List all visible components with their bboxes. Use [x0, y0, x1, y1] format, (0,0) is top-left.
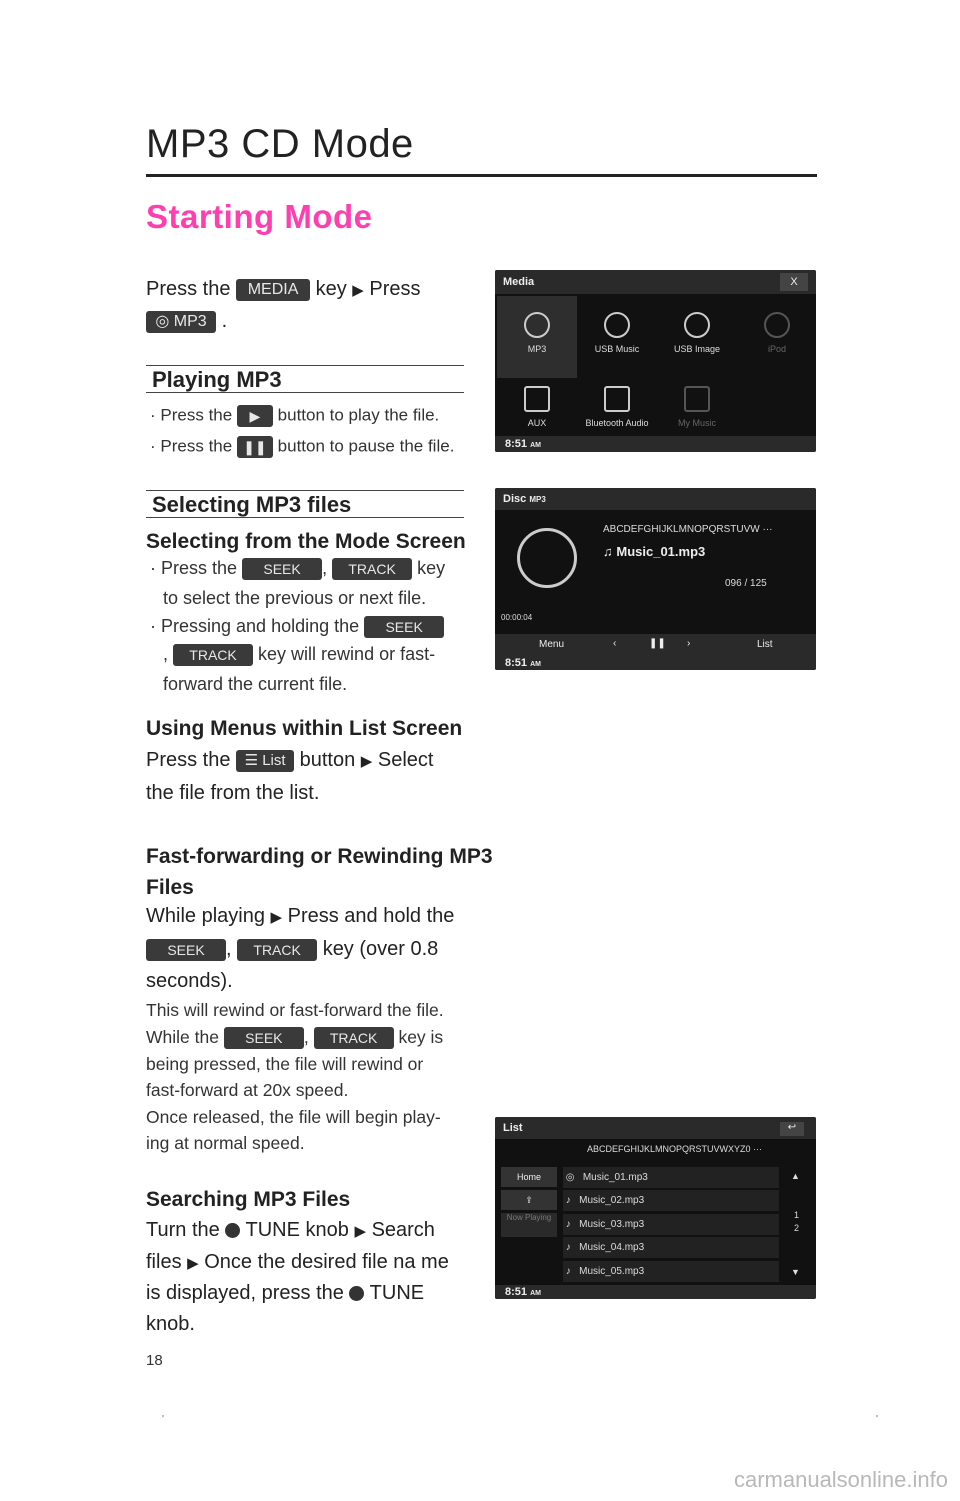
searching-heading: Searching MP3 Files: [146, 1188, 351, 1211]
fastfwd-heading-2: Files: [146, 876, 194, 899]
searching-line-1: Turn the TUNE knob ▶ Search: [146, 1219, 435, 1241]
disc-folder: ABCDEFGHIJKLMNOPQRSTUVW ···: [603, 524, 773, 535]
disc-list-button: List: [757, 639, 773, 650]
media-tile-usb-music: USB Music: [577, 296, 657, 378]
pause-icon: ❚❚: [649, 638, 666, 649]
crop-mark: ': [876, 1414, 878, 1425]
fastfwd-line-1: While playing ▶ Press and hold the: [146, 905, 455, 927]
folder-up-icon: ⇪: [501, 1190, 557, 1210]
pause-icon: ❚❚: [237, 436, 273, 458]
list-item: ♪ Music_03.mp3: [563, 1214, 779, 1235]
searching-line-3: is displayed, press the TUNE: [146, 1282, 425, 1304]
list-key: ☰ List: [236, 750, 294, 772]
arrow-right-icon: ▶: [187, 1255, 199, 1272]
media-title: Media: [495, 270, 816, 294]
media-screenshot: [495, 270, 816, 452]
tune-knob-icon: [225, 1223, 240, 1238]
fastfwd-heading: Fast-forwarding or Rewinding MP3: [146, 845, 493, 868]
playing-bullet-2: · Press the ❚❚ button to pause the file.: [150, 436, 454, 458]
track-key: TRACK: [173, 644, 253, 666]
page-number: 18: [146, 1352, 163, 1369]
arrow-right-icon: ▶: [354, 1223, 366, 1240]
list-item: ♪ Music_02.mp3: [563, 1190, 779, 1211]
fastfwd-line-6: being pressed, the file will rewind or: [146, 1054, 424, 1074]
fastfwd-line-3: seconds).: [146, 970, 233, 992]
watermark: carmanualsonline.info: [733, 1467, 948, 1492]
back-icon: ↩: [780, 1122, 804, 1136]
selecting-bullet-2: · Pressing and holding the SEEK: [150, 616, 444, 638]
seek-key: SEEK: [242, 558, 322, 580]
page-indicator-a: 1: [794, 1210, 800, 1220]
media-clock: 8:51 AM: [495, 436, 816, 452]
track-key: TRACK: [332, 558, 412, 580]
tune-knob-icon: [349, 1286, 364, 1301]
selecting-bullet-2-cont: , TRACK key will rewind or fast-: [163, 644, 435, 666]
menus-line-1: Press the ☰ List button ▶ Select: [146, 749, 434, 771]
disc-icon: [517, 528, 577, 588]
list-clock: 8:51 AM: [495, 1285, 816, 1299]
list-item: ♪ Music_05.mp3: [563, 1261, 779, 1282]
media-tile-usb-image: USB Image: [657, 296, 737, 378]
intro-line-1: Press the MEDIA key ▶ Press: [146, 278, 421, 300]
media-tile-my-music: My Music: [657, 370, 737, 452]
media-key: MEDIA: [236, 279, 310, 301]
fastfwd-line-9: ing at normal speed.: [146, 1133, 305, 1153]
searching-line-4: knob.: [146, 1313, 195, 1335]
list-item: ♪ Music_04.mp3: [563, 1237, 779, 1258]
close-icon: X: [780, 273, 808, 291]
media-tile-mp3: MP3: [497, 296, 577, 378]
arrow-right-icon: ▶: [352, 282, 364, 299]
playing-bullet-1: · Press the ▶ button to play the file.: [150, 405, 439, 427]
disc-clock: 8:51 AM: [495, 656, 816, 670]
playing-heading: Playing MP3: [146, 365, 464, 393]
list-screenshot: [495, 1117, 816, 1299]
list-title: List: [495, 1117, 816, 1139]
title-divider: [146, 174, 817, 177]
fastfwd-line-4: This will rewind or fast-forward the file.: [146, 1000, 444, 1020]
disc-menu-button: Menu: [539, 639, 565, 650]
crop-mark: ': [162, 1414, 164, 1425]
fastfwd-line-8: Once released, the file will begin play-: [146, 1107, 441, 1127]
media-tile-ipod: iPod: [737, 296, 816, 378]
track-key: TRACK: [237, 939, 317, 961]
list-item: ◎ Music_01.mp3: [563, 1167, 779, 1188]
section-title: Starting Mode: [146, 198, 373, 235]
disc-screenshot: [495, 488, 816, 670]
arrow-right-icon: ▶: [360, 753, 373, 770]
disc-controls: [495, 634, 816, 656]
fastfwd-line-5: While the SEEK , TRACK key is: [146, 1027, 443, 1049]
scroll-down-icon: ▼: [791, 1267, 800, 1277]
searching-line-2: files ▶ Once the desired file na me: [146, 1251, 449, 1273]
mp3-key: ◎ MP3: [146, 311, 216, 333]
seek-key: SEEK: [146, 939, 226, 961]
home-button: Home: [501, 1167, 557, 1187]
selecting-heading: Selecting MP3 files: [146, 490, 464, 518]
arrow-right-icon: ▶: [270, 909, 283, 926]
media-tile-bluetooth: Bluetooth Audio: [577, 370, 657, 452]
fastfwd-line-2: SEEK , TRACK key (over 0.8: [146, 938, 438, 961]
now-playing-button: Now Playing: [501, 1213, 557, 1237]
scroll-up-icon: ▲: [791, 1171, 800, 1181]
selecting-subheading: Selecting from the Mode Screen: [146, 530, 466, 553]
page-indicator-b: 2: [794, 1223, 800, 1233]
disc-file: ♫ Music_01.mp3: [603, 544, 706, 559]
selecting-bullet-1: · Press the SEEK , TRACK key: [150, 558, 445, 580]
next-icon: ›: [687, 638, 691, 649]
intro-line-2: ◎ MP3 .: [146, 310, 227, 333]
disc-track: 096 / 125: [725, 578, 767, 589]
seek-key: SEEK: [364, 616, 444, 638]
track-key: TRACK: [314, 1027, 394, 1049]
fastfwd-line-7: fast-forward at 20x speed.: [146, 1080, 349, 1100]
menus-heading: Using Menus within List Screen: [146, 717, 463, 740]
list-folder: ABCDEFGHIJKLMNOPQRSTUVWXYZ0 ···: [587, 1144, 763, 1154]
menus-line-2: the file from the list.: [146, 782, 320, 804]
disc-title: Disc MP3: [495, 488, 816, 510]
selecting-bullet-2-cont2: forward the current file.: [163, 674, 348, 694]
play-icon: ▶: [237, 405, 273, 427]
disc-elapsed: 00:00:04: [501, 613, 533, 622]
seek-key: SEEK: [224, 1027, 304, 1049]
prev-icon: ‹: [613, 638, 617, 649]
page-title: MP3 CD Mode: [146, 122, 414, 166]
media-tile-aux: AUX: [497, 370, 577, 452]
selecting-bullet-1-cont: to select the previous or next file.: [163, 588, 427, 608]
